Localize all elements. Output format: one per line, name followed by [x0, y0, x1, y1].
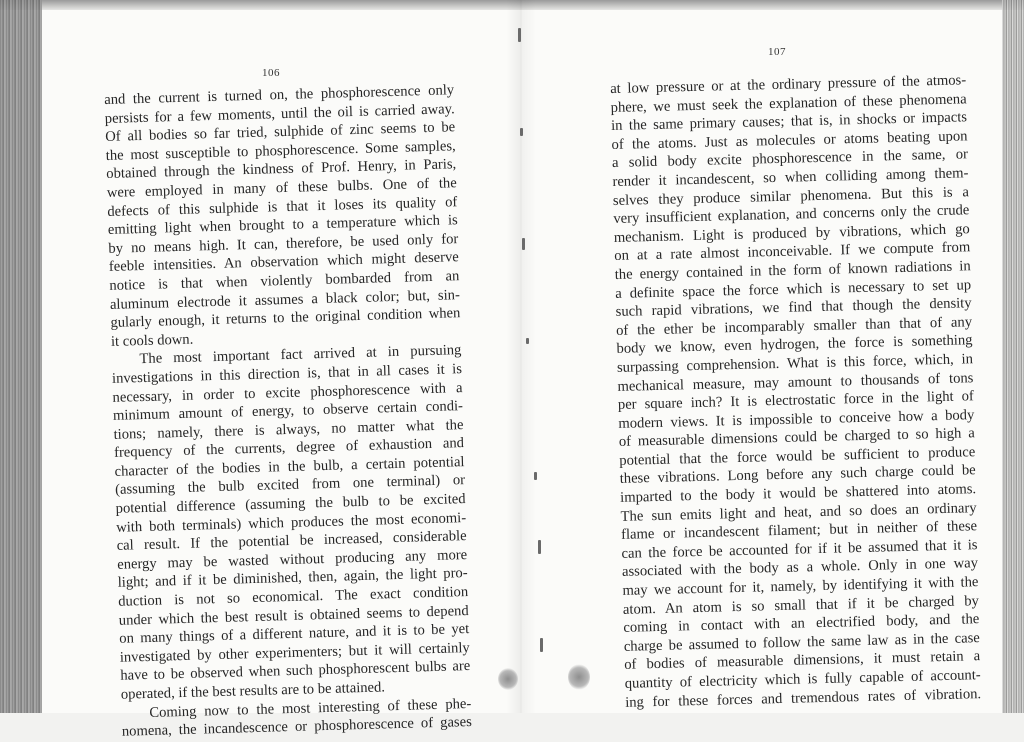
- text-line: duction is not so economical. The exact condition: [118, 584, 469, 610]
- text-line: imparted to the body it would be shattered into atoms.: [620, 481, 977, 506]
- text-line: mechanism. Light is produced by vibrations, which go: [613, 221, 970, 246]
- text-line: such rapid vibrations, we find that though the density: [615, 295, 972, 321]
- text-line: operated, if the best results are to be attained.: [120, 679, 386, 703]
- text-line: a definite space the force which is necessary to set up: [615, 276, 972, 302]
- text-line: nomena, the incandescence or phosphorescence of gases: [121, 714, 472, 740]
- text-line: at low pressure or at the ordinary pressure of the atmos-: [610, 72, 967, 97]
- text-line: minimum amount of energy, to observe certain condi-: [112, 398, 464, 424]
- text-line: with both terminals) which produces the most economi-: [115, 509, 467, 536]
- text-line: emitting light when brought to a temperature which is: [107, 212, 458, 239]
- text-line: the energy contained in the form of known radiations in: [614, 258, 971, 283]
- text-line: flame or incandescent filament; but in neither of these: [620, 518, 978, 544]
- text-line: Coming now to the most interesting of these phe-: [149, 695, 472, 721]
- text-line: of the ether be incomparably smaller than that of any: [615, 313, 973, 339]
- binding-stitch: [534, 472, 537, 480]
- binding-stitch: [520, 128, 523, 136]
- text-line: these vibrations. Long before any such charge could be: [619, 462, 976, 488]
- right-page-edges: [1002, 0, 1024, 713]
- text-line: of the atoms. Just as molecules or atoms beating upon: [611, 128, 968, 153]
- text-line: by no means high. It can, therefore, be used only for: [108, 230, 459, 257]
- right-page-number: 107: [768, 46, 786, 58]
- ink-blot: [568, 664, 590, 690]
- text-line: very insufficient explanation, and concerns only the crude: [613, 202, 970, 228]
- text-line: have to be observed when such phosphorescent bulbs are: [120, 658, 471, 685]
- text-line: character of the bodies in the bulb, a certain potential: [114, 453, 465, 480]
- text-line: (assuming the bulb excited from one terminal) or: [114, 472, 466, 499]
- text-line: aluminum electrode it assumes a black color; but, sin-: [109, 286, 461, 313]
- text-line: a solid body excite phosphorescence in the same, or: [611, 146, 969, 172]
- text-line: necessary, in order to excite phosphorescence with a: [112, 379, 463, 406]
- text-line: cal result. If the potential be increased, considerable: [116, 528, 467, 555]
- left-page-text: [104, 81, 472, 741]
- text-line: ing for these forces and tremendous rates of vibration.: [625, 685, 982, 711]
- text-line: the most susceptible to phosphorescence. Some samples,: [105, 137, 456, 164]
- text-line: potential difference (assuming the bulb to be excited: [115, 491, 466, 517]
- binding-stitch: [538, 540, 541, 554]
- text-line: it cools down.: [110, 331, 194, 350]
- text-line: and the current is turned on, the phosphorescence only: [104, 82, 455, 108]
- text-line: coming in contact with an electrified body, and the: [623, 611, 980, 637]
- binding-stitch: [540, 638, 543, 652]
- text-line: persists for a few moments, until the oil is carried away.: [104, 100, 455, 127]
- text-line: charge be assumed to follow the same law as in the case: [623, 629, 980, 655]
- text-line: modern views. It is impossible to conceive how a body: [618, 406, 975, 432]
- text-line: surpassing comprehension. What is this force, which, in: [616, 351, 974, 376]
- text-line: The sun emits light and heat, and so does an ordinary: [620, 499, 977, 525]
- text-line: selves they produce similar phenomena. But this is a: [612, 183, 970, 209]
- text-line: on many things of a different nature, and it is to be yet: [119, 621, 470, 648]
- text-line: under which the best result is obtained seems to depend: [118, 602, 469, 629]
- text-line: associated with the body as a whole. Only in one way: [621, 555, 979, 581]
- text-line: Of all bodies so far tried, sulphide of zinc seems to be: [105, 119, 456, 146]
- text-line: energy may be wasted without producing any more: [117, 546, 468, 573]
- text-line: atom. An atom is so small that if it be charged by: [622, 592, 980, 618]
- text-line: investigations in this direction is, that in all cases it is: [111, 361, 463, 387]
- text-line: of bodies of measurable dimensions, it must retain a: [624, 648, 981, 674]
- text-line: obtained through the kindness of Prof. Henry, in Paris,: [106, 156, 457, 183]
- text-line: investigated by other experimenters; but it will certainly: [119, 639, 470, 666]
- text-line: phere, we must seek the explanation of these phenomena: [610, 90, 967, 116]
- text-line: quantity of electricity which is fully capable of account-: [624, 667, 981, 692]
- text-line: were employed in many of these bulbs. One of the: [106, 175, 457, 201]
- text-line: defects of this sulphide is that it loses its quality of: [107, 193, 458, 220]
- text-line: tions; namely, there is always, no matter what the: [113, 416, 464, 443]
- left-page-edges: [0, 0, 42, 713]
- text-line: of measurable dimensions could be charged to so high a: [618, 425, 975, 451]
- text-line: may we account for it, namely, by identifying it with the: [622, 574, 979, 599]
- book-gutter: [506, 0, 536, 713]
- text-line: potential that the force would be sufficient to produce: [619, 444, 976, 469]
- text-line: feeble intensities. An observation which might deserve: [108, 249, 460, 276]
- text-line: The most important fact arrived at in pursuing: [139, 342, 462, 368]
- text-line: on at a rate almost inconceivable. If we compute from: [614, 239, 971, 265]
- binding-stitch: [522, 238, 525, 250]
- text-line: can the force be accounted for if it be assumed that it is: [621, 537, 978, 562]
- text-line: per square inch? It is electrostatic force in the light of: [617, 388, 975, 413]
- right-page-text: [610, 71, 981, 712]
- binding-stitch: [526, 338, 529, 344]
- text-line: mechanical measure, may amount to thousands of tons: [617, 369, 974, 395]
- text-line: body we know, even hydrogen, the force is something: [616, 332, 973, 358]
- text-line: notice is that when violently bombarded from an: [109, 268, 460, 294]
- text-line: gularly enough, it returns to the original condition when: [110, 305, 461, 332]
- text-line: frequency of the currents, degree of exhaustion and: [113, 435, 465, 462]
- binding-stitch: [518, 28, 521, 42]
- ink-blot: [498, 668, 518, 690]
- text-line: render it incandescent, so when colliding among them-: [612, 165, 969, 190]
- text-line: in the same primary causes; that is, in shocks or impacts: [610, 109, 968, 135]
- text-line: light; and if it be diminished, then, again, the light pro-: [117, 565, 468, 592]
- left-page-number: 106: [262, 67, 280, 79]
